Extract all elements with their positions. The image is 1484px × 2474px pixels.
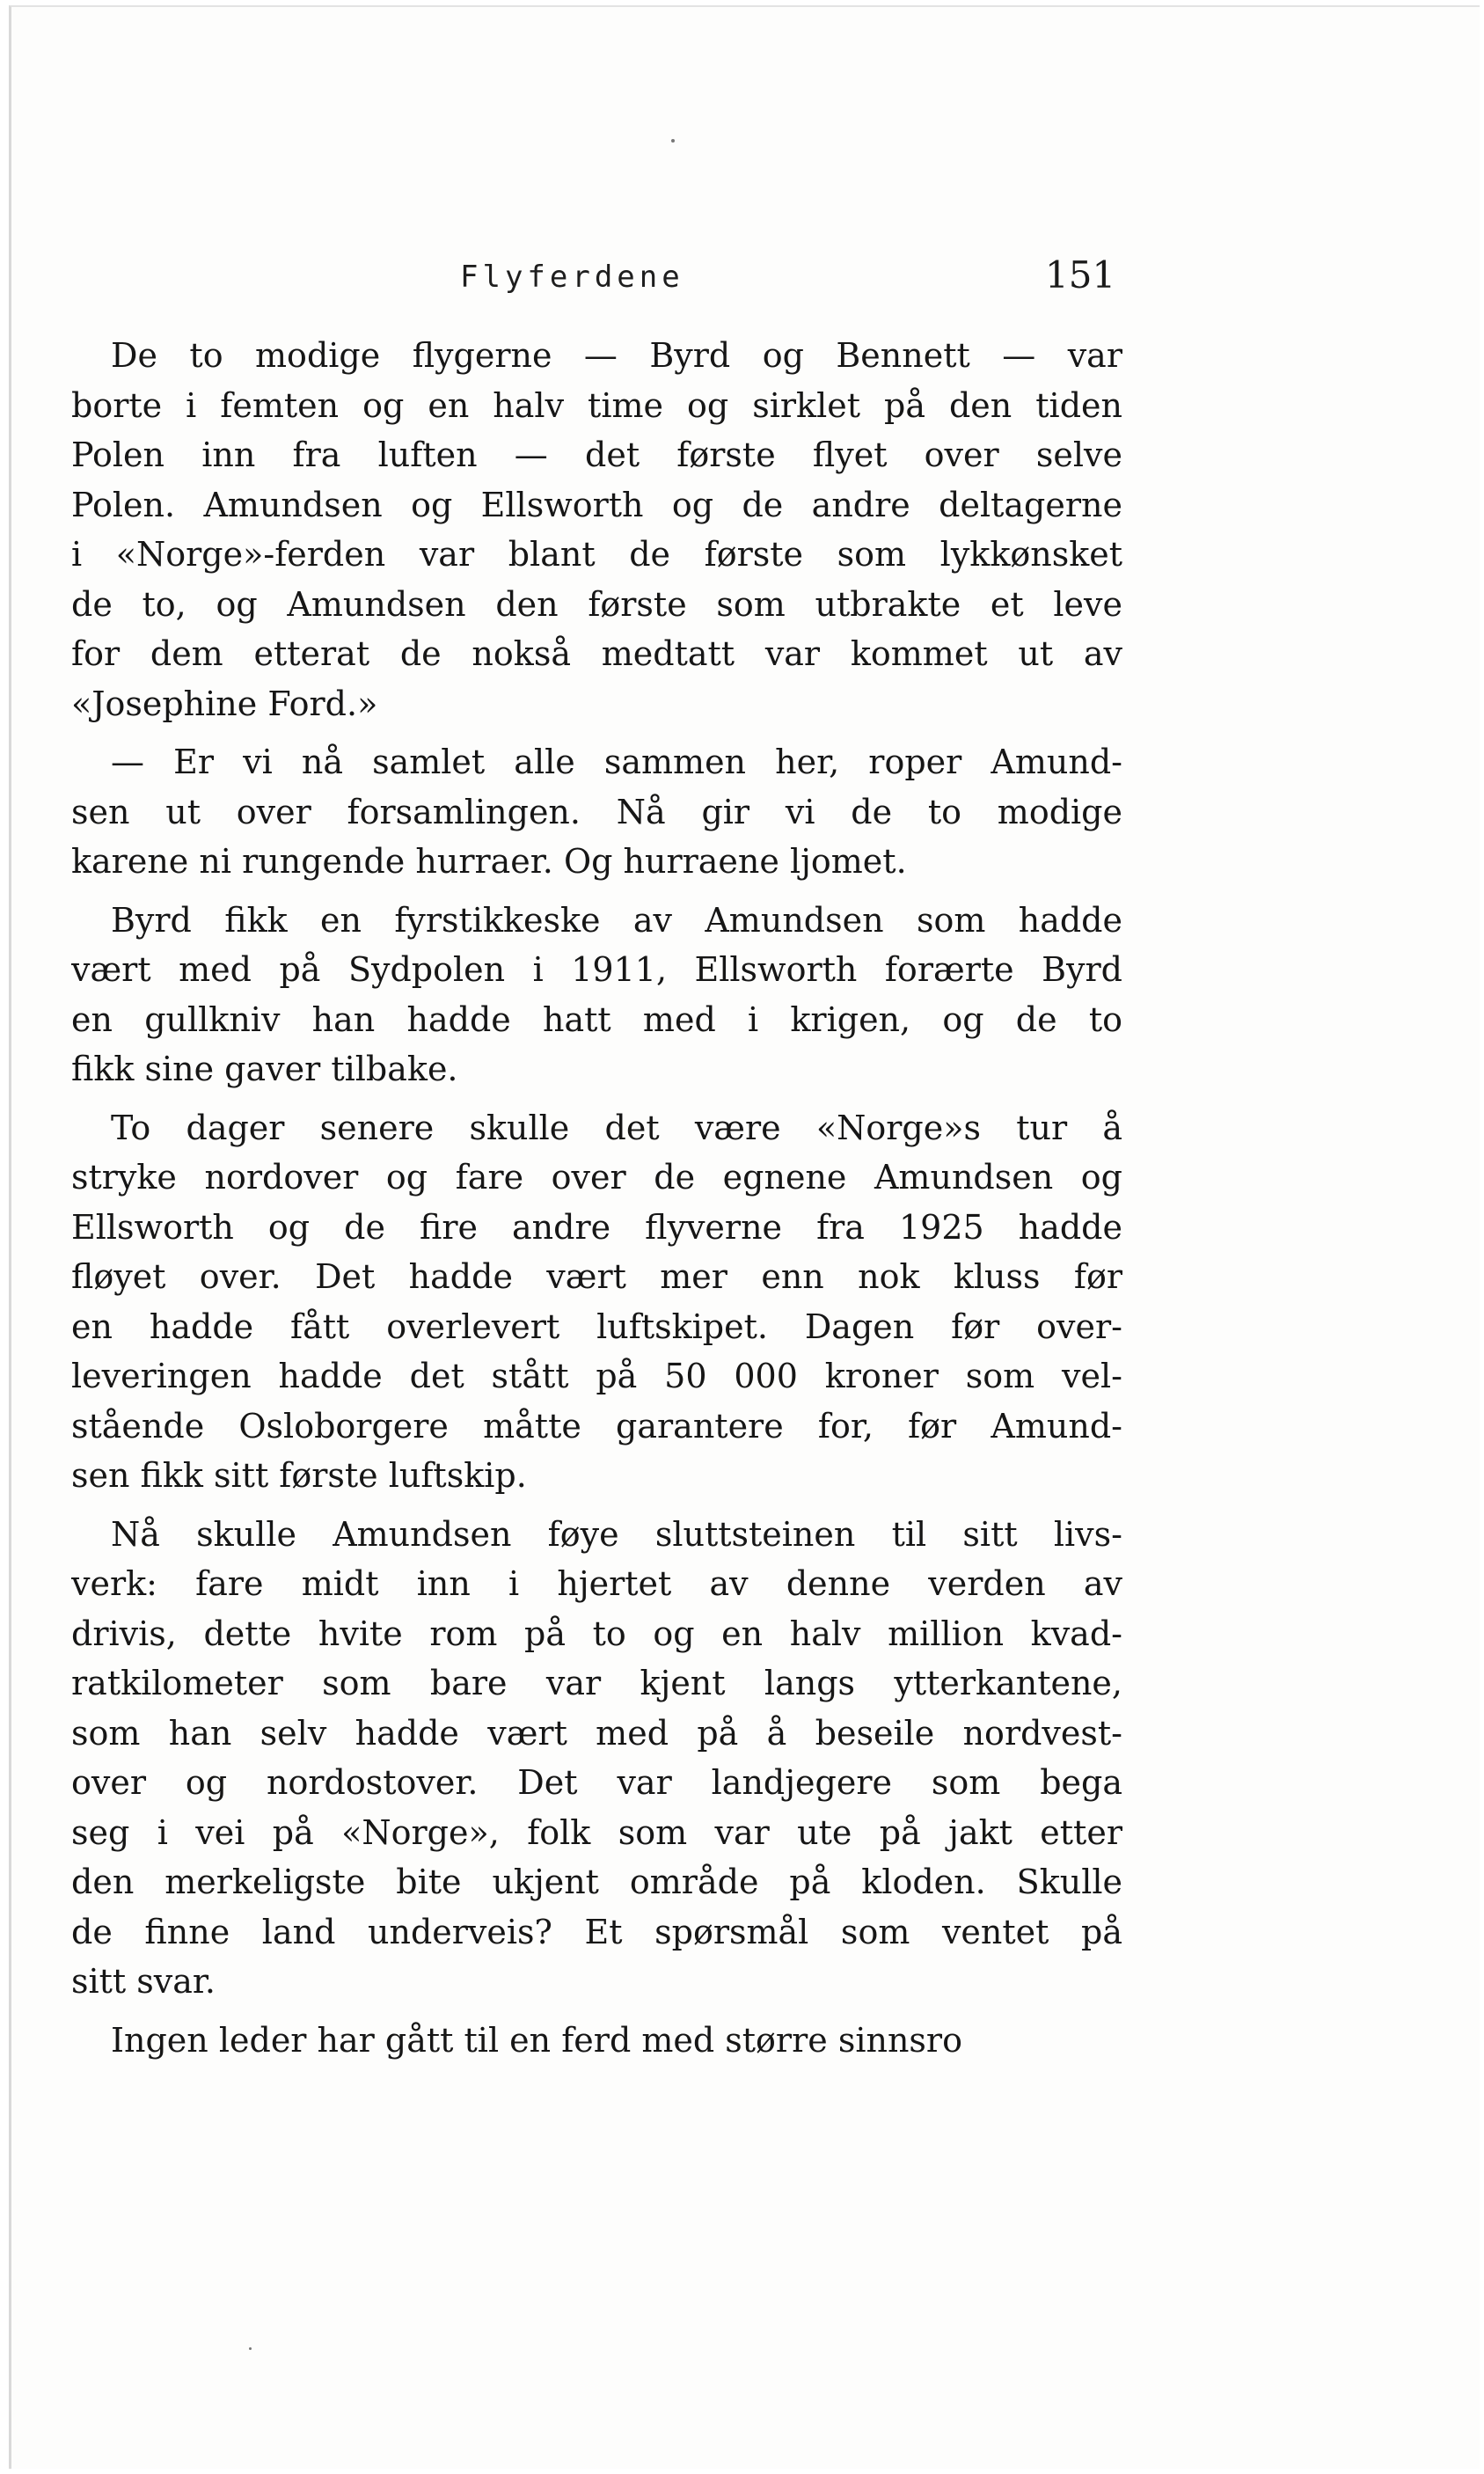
text-line: stryke nordover og fare over de egnene Amundsen og <box>71 1158 1122 1197</box>
text-line: borte i femten og en halv time og sirklet på den tiden <box>71 385 1122 425</box>
text-line: Byrd fikk en fyrstikkeske av Amundsen som hadde <box>111 900 1122 940</box>
text-line: Polen. Amundsen og Ellsworth og de andre deltagerne <box>71 485 1122 524</box>
text-line: seg i vei på «Norge», folk som var ute på jakt etter <box>71 1812 1122 1852</box>
text-line: «Josephine Ford.» <box>71 684 378 723</box>
text-line: en gullkniv han hadde hatt med i krigen, og de to <box>71 999 1122 1039</box>
text-line: i «Norge»-ferden var blant de første som lykkønsket <box>71 535 1122 574</box>
text-line: De to modige flygerne — Byrd og Bennett — var <box>111 336 1122 375</box>
paragraph <box>71 896 1122 1094</box>
text-line: fløyet over. Det hadde vært mer enn nok kluss før <box>71 1257 1122 1296</box>
text-line: karene ni rungende hurraer. Og hurraene ljomet. <box>71 842 907 881</box>
text-line: ratkilometer som bare var kjent langs ytterkantene, <box>71 1664 1122 1702</box>
scan-speck <box>249 2347 252 2350</box>
text-line: drivis, dette hvite rom på to og en halv million kvad- <box>71 1614 1122 1653</box>
text-line: — Er vi nå samlet alle sammen her, roper Amund- <box>111 743 1122 781</box>
paragraph <box>71 1510 1122 2007</box>
text-line: over og nordostover. Det var landjegere som bega <box>71 1763 1122 1802</box>
text-line: Ellsworth og de fire andre flyverne fra 1925 hadde <box>71 1207 1122 1247</box>
text-line: sen fikk sitt første luftskip. <box>71 1456 527 1495</box>
book-page <box>9 5 1480 2469</box>
text-line: stående Osloborgere måtte garantere for, før Amund- <box>71 1406 1122 1446</box>
text-line: de finne land underveis? Et spørsmål som ventet på <box>71 1912 1122 1951</box>
text-line: de to, og Amundsen den første som utbrakte et leve <box>71 584 1122 624</box>
paragraph <box>71 737 1122 887</box>
scan-speck <box>671 139 675 143</box>
text-line: leveringen hadde det stått på 50 000 kroner som vel- <box>71 1357 1122 1395</box>
paragraph <box>71 2016 1122 2066</box>
text-line: sen ut over forsamlingen. Nå gir vi de to modige <box>71 792 1122 831</box>
text-line: Nå skulle Amundsen føye sluttsteinen til sitt livs- <box>111 1514 1122 1554</box>
paragraph <box>71 331 1122 728</box>
text-line: som han selv hadde vært med på å beseile nordvest- <box>71 1713 1122 1753</box>
text-line: Polen inn fra luften — det første flyet over selve <box>71 436 1122 474</box>
text-line: To dager senere skulle det være «Norge»s tur å <box>111 1108 1122 1147</box>
text-line: vært med på Sydpolen i 1911, Ellsworth forærte Byrd <box>71 950 1122 989</box>
text-line: den merkeligste bite ukjent område på kloden. Skulle <box>71 1863 1122 1901</box>
text-line: for dem etterat de nokså medtatt var kommet ut av <box>71 634 1122 673</box>
running-head: Flyferdene <box>460 260 684 295</box>
text-line: en hadde fått overlevert luftskipet. Dagen før over- <box>71 1307 1122 1346</box>
text-line: sitt svar. <box>71 1962 216 2001</box>
text-line: fikk sine gaver tilbake. <box>71 1050 458 1088</box>
page-number: 151 <box>1045 253 1116 296</box>
body-text <box>71 331 1122 2074</box>
text-line: verk: fare midt inn i hjertet av denne verden av <box>71 1564 1122 1603</box>
paragraph <box>71 1103 1122 1501</box>
text-line: Ingen leder har gått til en ferd med større sinnsro <box>111 2020 962 2060</box>
